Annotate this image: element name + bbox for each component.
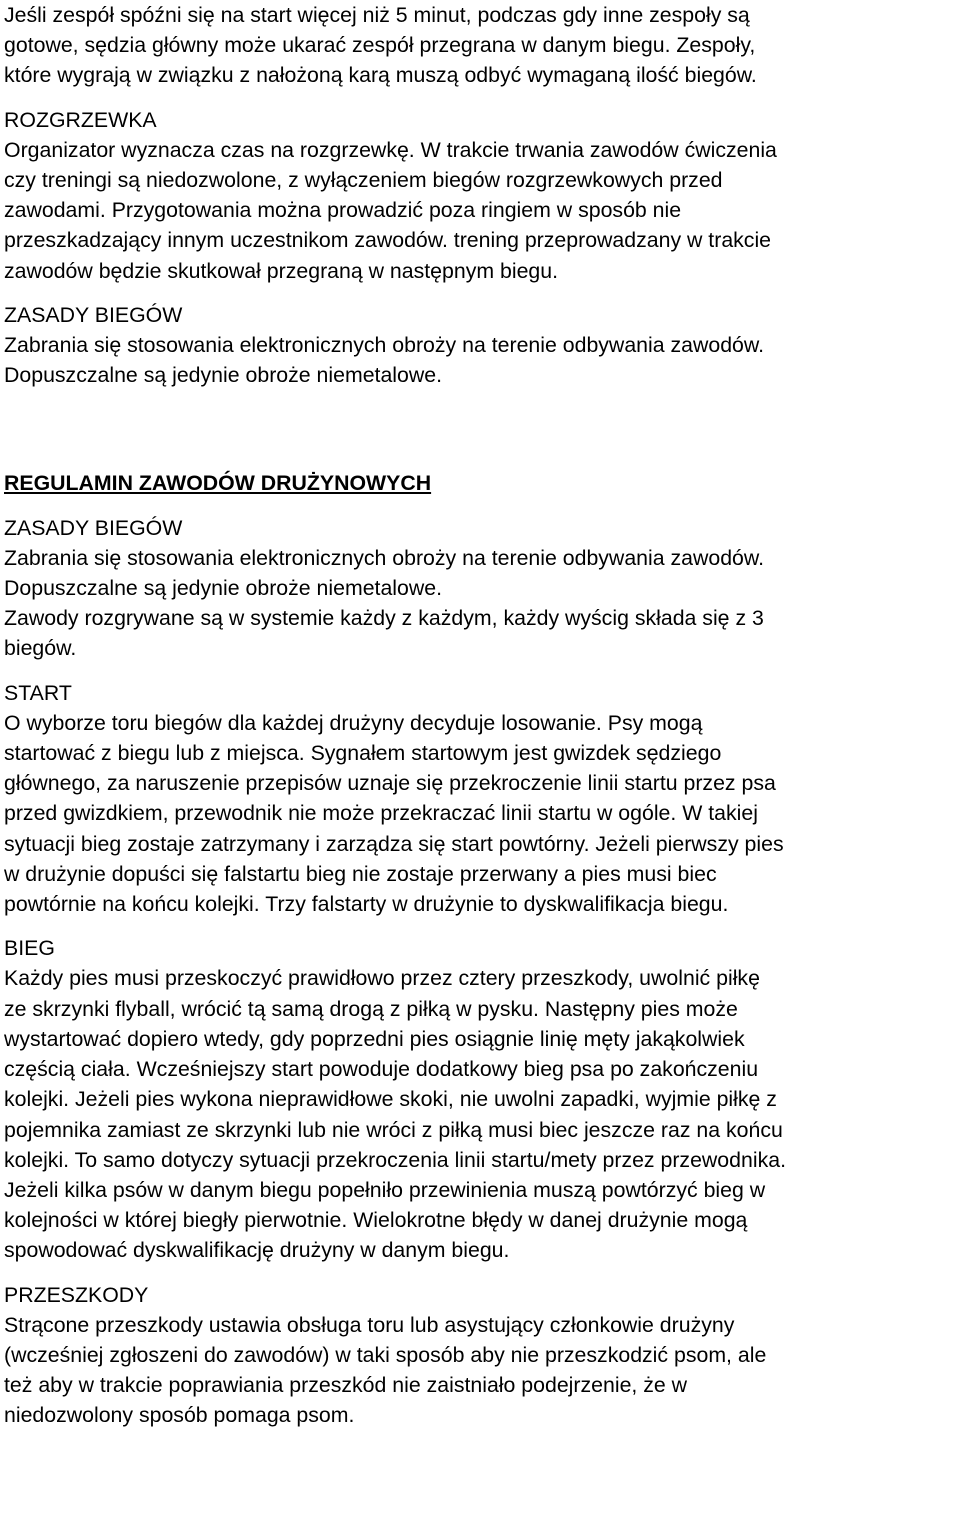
start-section (4, 678, 960, 920)
bieg-paragraph: Każdy pies musi przeskoczyć prawidłowo przez cztery przeszkody, uwolnić piłkę ze skrzynki flyball, wrócić tą samą drogą z piłką w pysku. Następny pies może wystartować dopiero wtedy, gdy poprzedni pies osiągnie linię męty jakąkolwiek częścią ciała. Wcześniejszy start powoduje dodatkowy bieg psa po zakończeniu kolejki. Jeżeli pies wykona nieprawidłowe skoki, nie uwolni zapadki, wyjmie piłkę z pojemnika zamiast ze skrzynki lub nie wróci z piłką musi biec jeszcze raz na końcu kolejki. To samo dotyczy sytuacji przekroczenia linii startu/mety przez przewodnika. Jeżeli kilka psów w danym biegu popełniło przewinienia muszą powtórzyć bieg w kolejności w której biegły pierwotnie. Wielokrotne błędy w danej drużynie mogą spowodować dyskwalifikację drużyny w danym biegu. (4, 966, 786, 1263)
intro-paragraph: Jeśli zespół spóźni się na start więcej niż 5 minut, podczas gdy inne zespoły są gotowe, sędzia główny może ukarać zespół przegrana w danym biegu. Zespoły, które wygrają w związku z nałożoną karą muszą odbyć wymaganą ilość biegów. (4, 3, 757, 88)
rozgrzewka-heading: ROZGRZEWKA (4, 107, 157, 132)
bieg-section (4, 933, 960, 1265)
zasady-biegow-heading-2: ZASADY BIEGÓW (4, 515, 183, 540)
zasady-biegow-paragraph-2: Zabrania się stosowania elektronicznych obroży na terenie odbywania zawodów. Dopuszczalne są jedynie obroże niemetalowe. Zawody rozgrywane są w systemie każdy z każdym, każdy wyścig składa się z 3 biegów. (4, 545, 765, 661)
start-paragraph: O wyborze toru biegów dla każdej drużyny decyduje losowanie. Psy mogą startować z biegu lub z miejsca. Sygnałem startowym jest gwizdek sędziego głównego, za naruszenie przepisów uznaje się przekroczenie linii startu przez psa przed gwizdkiem, przewodnik nie może przekraczać linii startu w ogóle. W takiej sytuacji bieg zostaje zatrzymany i zarządza się start powtórny. Jeżeli pierwszy pies w drużynie dopuści się falstartu bieg nie zostaje przerwany a pies musi biec powtórnie na końcu kolejki. Trzy falstarty w drużynie to dyskwalifikacja biegu. (4, 710, 784, 917)
przeszkody-section (4, 1280, 960, 1431)
zasady-biegow-paragraph-1: Zabrania się stosowania elektronicznych obroży na terenie odbywania zawodów. Dopuszczalne są jedynie obroże niemetalowe. (4, 333, 765, 388)
zasady-biegow-section-2 (4, 513, 960, 664)
bieg-heading: BIEG (4, 936, 55, 961)
przeszkody-paragraph: Strącone przeszkody ustawia obsługa toru lub asystujący członkowie drużyny (wcześniej zgłoszeni do zawodów) w taki sposób aby nie przeszkodzić psom, ale też aby w trakcie poprawiania przeszkód nie zaistniało podejrzenie, że w niedozwolony sposób pomaga psom. (4, 1312, 767, 1428)
zasady-biegow-section-1 (4, 300, 960, 391)
intro-section (4, 0, 960, 91)
start-heading: START (4, 680, 72, 705)
rozgrzewka-paragraph: Organizator wyznacza czas na rozgrzewkę. W trakcie trwania zawodów ćwiczenia czy treningi są niedozwolone, z wyłączeniem biegów rozgrzewkowych przed zawodami. Przygotowania można prowadzić poza ringiem w sposób nie przeszkadzający innym uczestnikom zawodów. trening przeprowadzany w trakcie zawodów będzie skutkował przegraną w następnym biegu. (4, 137, 777, 283)
zasady-biegow-heading-1: ZASADY BIEGÓW (4, 302, 183, 327)
document-title: REGULAMIN ZAWODÓW DRUŻYNOWYCH (4, 471, 432, 496)
regulamin-title-block (4, 468, 960, 498)
rozgrzewka-section (4, 105, 960, 286)
przeszkody-heading: PRZESZKODY (4, 1282, 149, 1307)
document-page (4, 0, 960, 1431)
